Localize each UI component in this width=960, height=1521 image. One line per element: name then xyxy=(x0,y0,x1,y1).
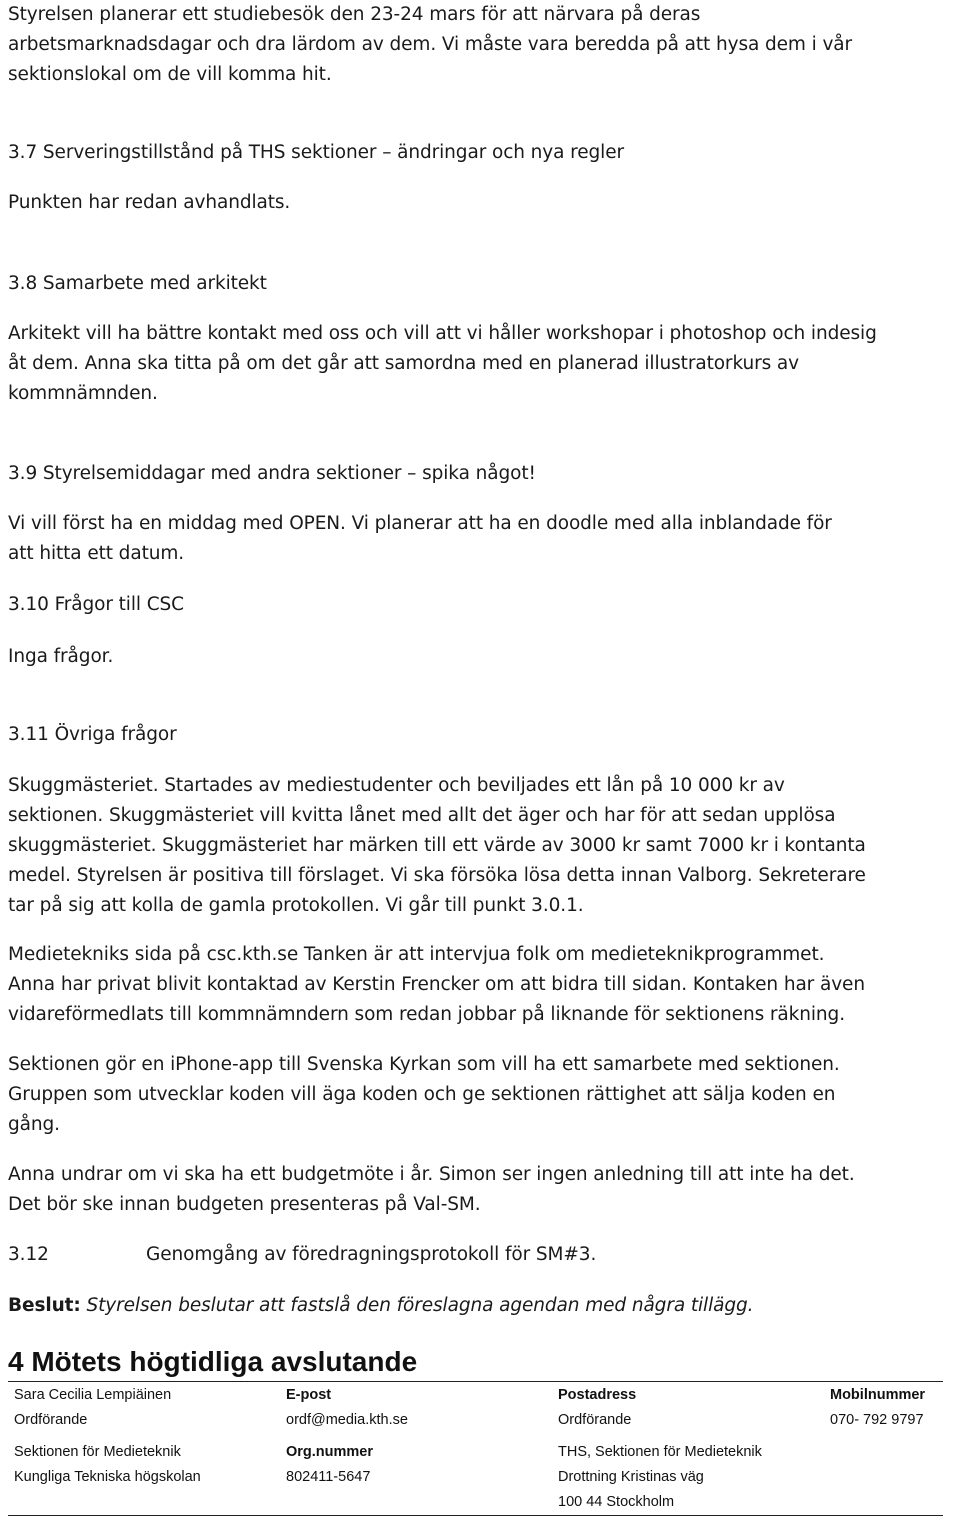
section-heading: 3.11 Övriga frågor xyxy=(8,724,177,745)
section-heading: 3.8 Samarbete med arkitekt xyxy=(8,273,267,294)
footer-orgnr: 802411-5647 xyxy=(286,1469,371,1485)
text-line: skuggmästeriet. Skuggmästeriet har märken till ett värde av 3000 kr samt 7000 kr i kontanta xyxy=(8,835,866,856)
section-3-12 xyxy=(8,1240,956,1270)
paragraph-iphone-app xyxy=(8,1050,956,1140)
text-line: Gruppen som utvecklar koden vill äga koden och ge sektionen rättighet att sälja koden en xyxy=(8,1084,836,1105)
decision-line xyxy=(8,1291,956,1321)
text-line: Anna undrar om vi ska ha ett budgetmöte i år. Simon ser ingen anledning till att inte ha det. xyxy=(8,1164,855,1185)
section-heading xyxy=(8,1240,956,1270)
section-heading: 3.9 Styrelsemiddagar med andra sektioner – spika något! xyxy=(8,463,536,484)
footer-name: Sara Cecilia Lempiäinen xyxy=(14,1387,172,1403)
paragraph-3-9 xyxy=(8,509,956,569)
text-line: Styrelsen planerar ett studiebesök den 23-24 mars för att närvara på deras xyxy=(8,4,701,25)
text-line: Skuggmästeriet. Startades av mediestudenter och beviljades ett lån på 10 000 kr av xyxy=(8,775,785,796)
text-line: Det bör ske innan budgeten presenteras på Val-SM. xyxy=(8,1194,481,1215)
text-line: gång. xyxy=(8,1114,60,1135)
section-3-11 xyxy=(8,720,956,750)
text-line: sektionen. Skuggmästeriet vill kvitta lånet med allt det äger och har för att sedan upplösa xyxy=(8,805,836,826)
footer-postaddress-city: 100 44 Stockholm xyxy=(558,1494,675,1510)
text-line: sektionslokal om de vill komma hit. xyxy=(8,64,332,85)
text-line: Punkten har redan avhandlats. xyxy=(8,192,291,213)
text-line: Inga frågor. xyxy=(8,646,114,667)
section-3-8 xyxy=(8,269,956,299)
paragraph-medietekniks-sida xyxy=(8,940,956,1030)
footer-mobile-label: Mobilnummer xyxy=(830,1387,926,1403)
text-line: Vi vill först ha en middag med OPEN. Vi planerar att ha en doodle med alla inblandade för xyxy=(8,513,832,534)
section-3-10 xyxy=(8,590,956,620)
footer-mobile: 070- 792 9797 xyxy=(830,1412,924,1428)
section-heading: 3.10 Frågor till CSC xyxy=(8,594,184,615)
section-3-7 xyxy=(8,138,956,168)
text-line: Medietekniks sida på csc.kth.se Tanken är att intervjua folk om medieteknikprogrammet. xyxy=(8,944,825,965)
text-line: att hitta ett datum. xyxy=(8,543,185,564)
paragraph-studiebesok xyxy=(8,0,956,90)
footer-postaddress-label: Postadress xyxy=(558,1387,637,1403)
footer-university: Kungliga Tekniska högskolan xyxy=(14,1469,201,1485)
footer-postaddress-org: THS, Sektionen för Medieteknik xyxy=(558,1444,762,1460)
paragraph-3-8 xyxy=(8,319,956,409)
text-line: åt dem. Anna ska titta på om det går att samordna med en planerad illustratorkurs av xyxy=(8,353,800,374)
footer-divider-top xyxy=(8,1381,943,1382)
footer-divider-bottom xyxy=(8,1515,943,1516)
paragraph-budgetmote xyxy=(8,1160,956,1220)
footer-orgnr-label: Org.nummer xyxy=(286,1444,374,1460)
section-number: 3.12 xyxy=(8,1244,49,1265)
chapter-heading: 4 Mötets högtidliga avslutande xyxy=(8,1346,418,1377)
text-line: arbetsmarknadsdagar och dra lärdom av dem. Vi måste vara beredda på att hysa dem i vår xyxy=(8,34,853,55)
text-line: Anna har privat blivit kontaktad av Kerstin Frencker om att bidra till sidan. Kontaken har även xyxy=(8,974,865,995)
decision-text: Styrelsen beslutar att fastslå den föreslagna agendan med några tillägg. xyxy=(86,1295,754,1316)
paragraph-skuggmasteriet xyxy=(8,771,956,921)
footer-email-label: E-post xyxy=(286,1387,332,1403)
paragraph-3-10 xyxy=(8,642,956,672)
footer-role: Ordförande xyxy=(14,1412,88,1428)
section-heading: 3.7 Serveringstillstånd på THS sektioner – ändringar och nya regler xyxy=(8,142,625,163)
section-3-9 xyxy=(8,459,956,489)
decision-label: Beslut: xyxy=(8,1295,81,1316)
text-line: vidareförmedlats till kommnämndern som redan jobbar på liknande för sektionens räkning. xyxy=(8,1004,845,1025)
text-line: Sektionen gör en iPhone-app till Svenska Kyrkan som vill ha ett samarbete med sektionen. xyxy=(8,1054,840,1075)
text-line: medel. Styrelsen är positiva till förslaget. Vi ska försöka lösa detta innan Valborg. Sekreterare xyxy=(8,865,866,886)
footer-section: Sektionen för Medieteknik xyxy=(14,1444,181,1460)
section-title: Genomgång av föredragningsprotokoll för SM#3. xyxy=(146,1244,597,1265)
paragraph-3-7 xyxy=(8,188,956,218)
footer-postaddress-street: Drottning Kristinas väg xyxy=(558,1469,704,1485)
text-line: tar på sig att kolla de gamla protokollen. Vi går till punkt 3.0.1. xyxy=(8,895,584,916)
footer-email-link[interactable]: ordf@media.kth.se xyxy=(286,1412,408,1428)
text-line: Arkitekt vill ha bättre kontakt med oss och vill att vi håller workshopar i photoshop och indesig xyxy=(8,323,877,344)
decision xyxy=(8,1291,956,1321)
footer-postaddress-role: Ordförande xyxy=(558,1412,632,1428)
text-line: kommnämnden. xyxy=(8,383,158,404)
